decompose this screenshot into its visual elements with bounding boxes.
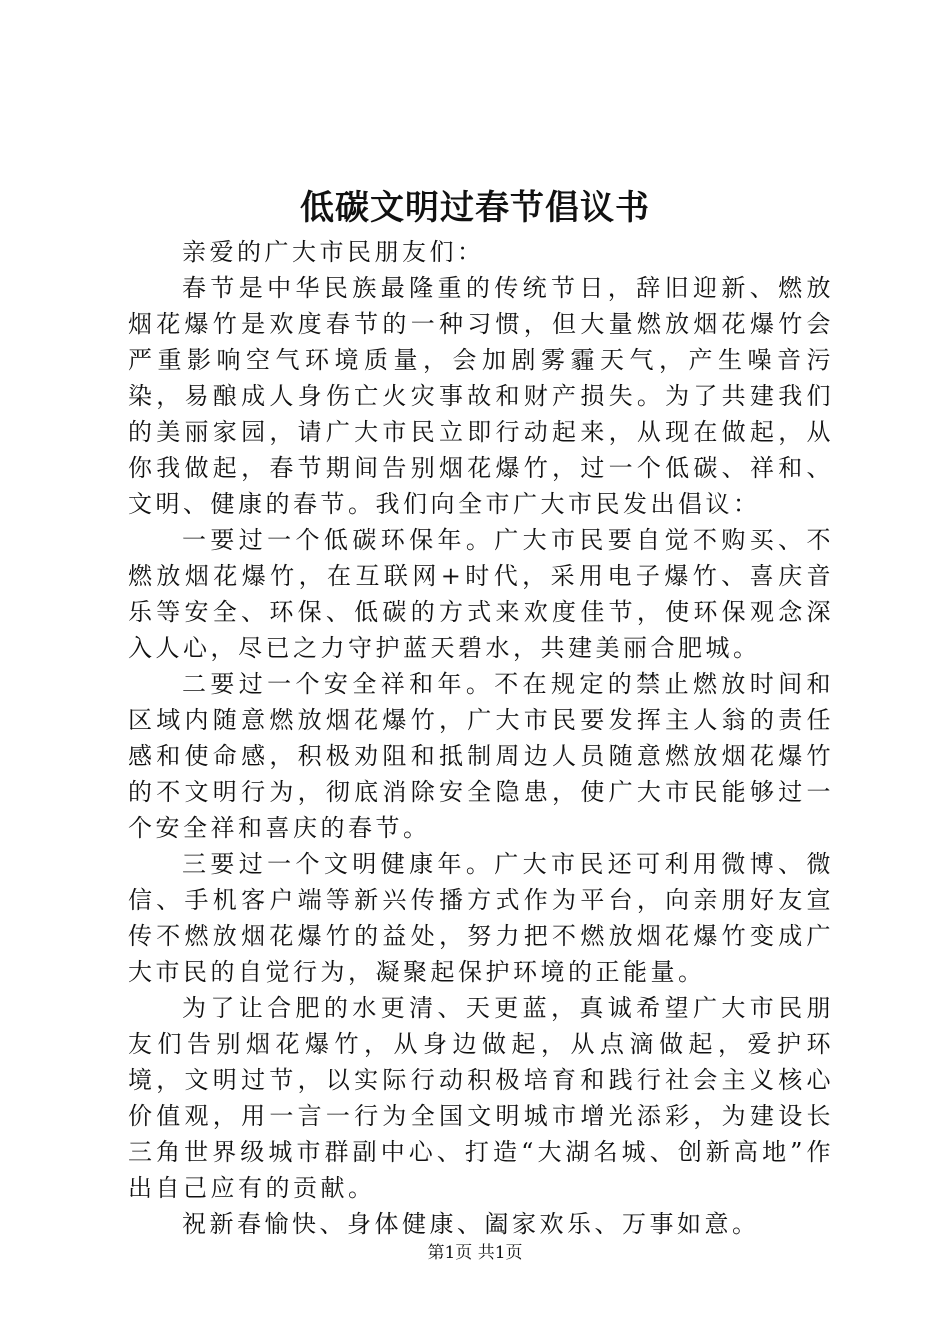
paragraph-intro: 春节是中华民族最隆重的传统节日，辞旧迎新、燃放烟花爆竹是欢度春节的一种习惯，但大量燃放烟花爆竹会严重影响空气环境质量，会加剧雾霾天气，产生噪音污染，易酿成人身伤亡火灾事故和财产损失。为了共建我们的美丽家园，请广大市民立即行动起来，从现在做起，从你我做起，春节期间告别烟花爆竹，过一个低碳、祥和、文明、健康的春节。我们向全市广大市民发出倡议：: [128, 274, 834, 518]
paragraph-safety: 二要过一个安全祥和年。不在规定的禁止燃放时间和区域内随意燃放烟花爆竹，广大市民要发挥主人翁的责任感和使命感，积极劝阻和抵制周边人员随意燃放烟花爆竹的不文明行为，彻底消除安全隐患，使广大市民能够过一个安全祥和喜庆的春节。: [128, 670, 834, 842]
document-title: 低碳文明过春节倡议书: [300, 188, 650, 228]
greeting-line: 亲爱的广大市民朋友们：: [182, 238, 485, 266]
paragraph-low-carbon: 一要过一个低碳环保年。广大市民要自觉不购买、不燃放烟花爆竹，在互联网+时代，采用电子爆竹、喜庆音乐等安全、环保、低碳的方式来欢度佳节，使环保观念深入人心，尽已之力守护蓝天碧水，共建美丽合肥城。: [128, 526, 834, 662]
paragraph-civilized: 三要过一个文明健康年。广大市民还可利用微博、微信、手机客户端等新兴传播方式作为平台，向亲朋好友宣传不燃放烟花爆竹的益处，努力把不燃放烟花爆竹变成广大市民的自觉行为，凝聚起保护环境的正能量。: [128, 850, 834, 986]
document-body: [128, 234, 834, 1242]
paragraph-blessing: 祝新春愉快、身体健康、阖家欢乐、万事如意。: [182, 1210, 760, 1238]
page-number-footer: 第1页 共1页: [427, 1243, 523, 1263]
paragraph-closing: 为了让合肥的水更清、天更蓝，真诚希望广大市民朋友们告别烟花爆竹，从身边做起，从点滴做起，爱护环境，文明过节，以实际行动积极培育和践行社会主义核心价值观，用一言一行为全国文明城市增光添彩，为建设长三角世界级城市群副中心、打造“大湖名城、创新高地”作出自己应有的贡献。: [128, 994, 834, 1202]
